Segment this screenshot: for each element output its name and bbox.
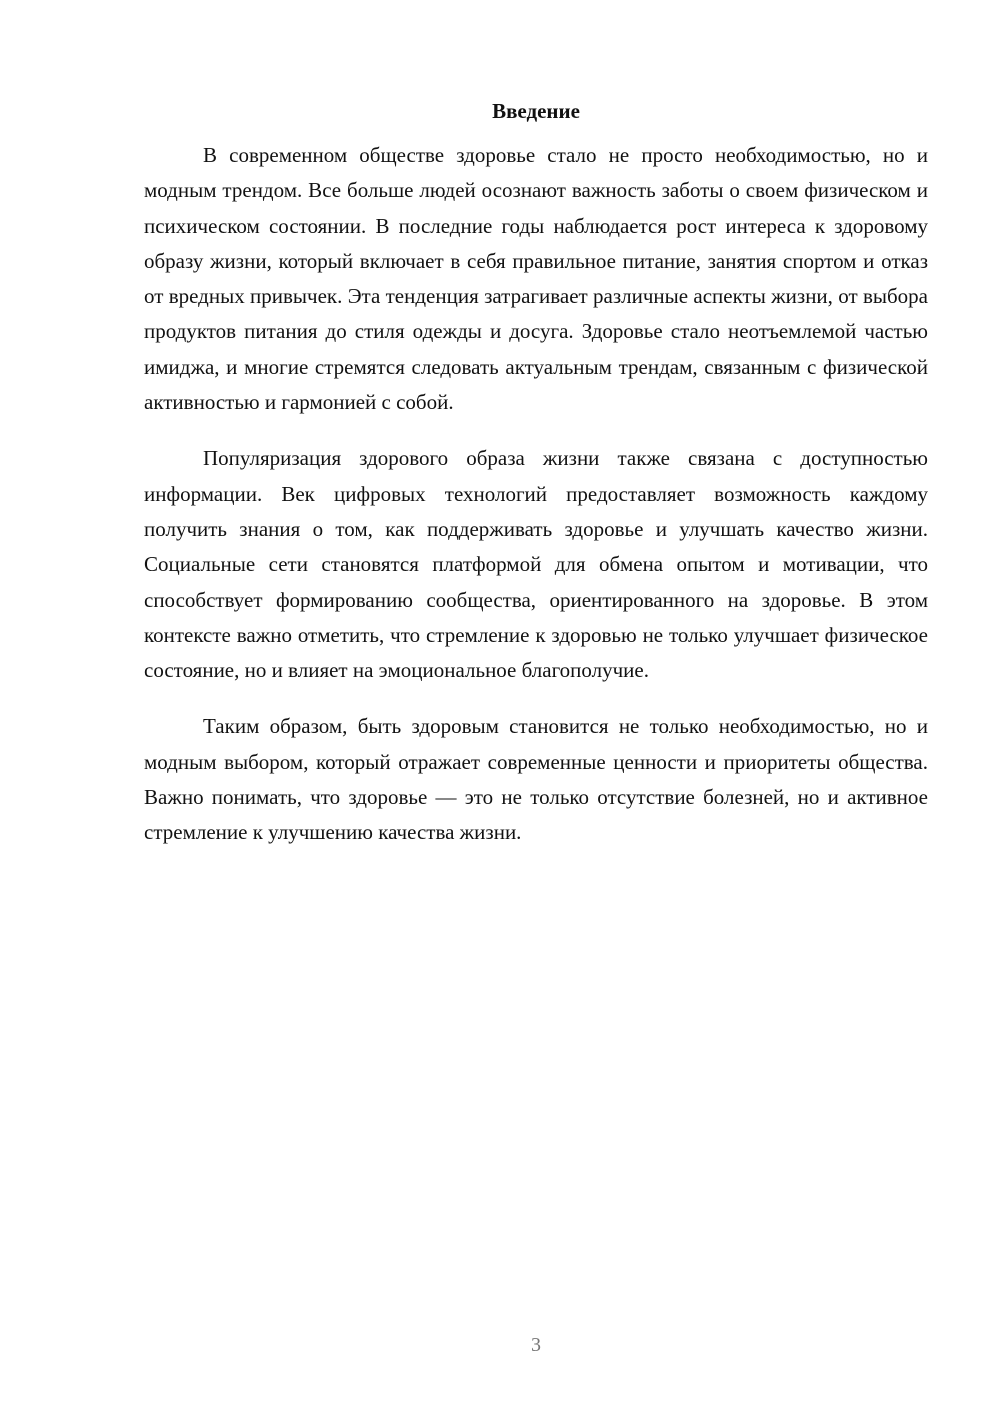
page-content — [144, 96, 928, 872]
paragraph-3: Таким образом, быть здоровым становится не только необходимостью, но и модным выбором, который отражает современные ценности и приоритеты общества. Важно понимать, что здоровье — это не только отсутствие болезней, но и активное стремление к улучшению качества жизни. — [144, 714, 928, 845]
paragraph-2: Популяризация здорового образа жизни также связана с доступностью информации. Век цифровых технологий предоставляет возможность каждому получить знания о том, как поддерживать здоровье и улучшать качество жизни. Социальные сети становятся платформой для обмена опытом и мотивации, что способствует формированию сообщества, ориентированного на здоровье. В этом контексте важно отметить, что стремление к здоровью не только улучшает физическое состояние, но и влияет на эмоциональное благополучие. — [144, 446, 928, 683]
page-number: 3 — [531, 1334, 541, 1356]
paragraph-1: В современном обществе здоровье стало не просто необходимостью, но и модным трендом. Все больше людей осознают важность заботы о своем физическом и психическом состоянии. В последние годы наблюдается рост интереса к здоровому образу жизни, который включает в себя правильное питание, занятия спортом и отказ от вредных привычек. Эта тенденция затрагивает различные аспекты жизни, от выбора продуктов питания до стиля одежды и досуга. Здоровье стало неотъемлемой частью имиджа, и многие стремятся следовать актуальным трендам, связанным с физической активностью и гармонией с собой. — [144, 143, 928, 415]
section-title: Введение — [492, 99, 580, 123]
